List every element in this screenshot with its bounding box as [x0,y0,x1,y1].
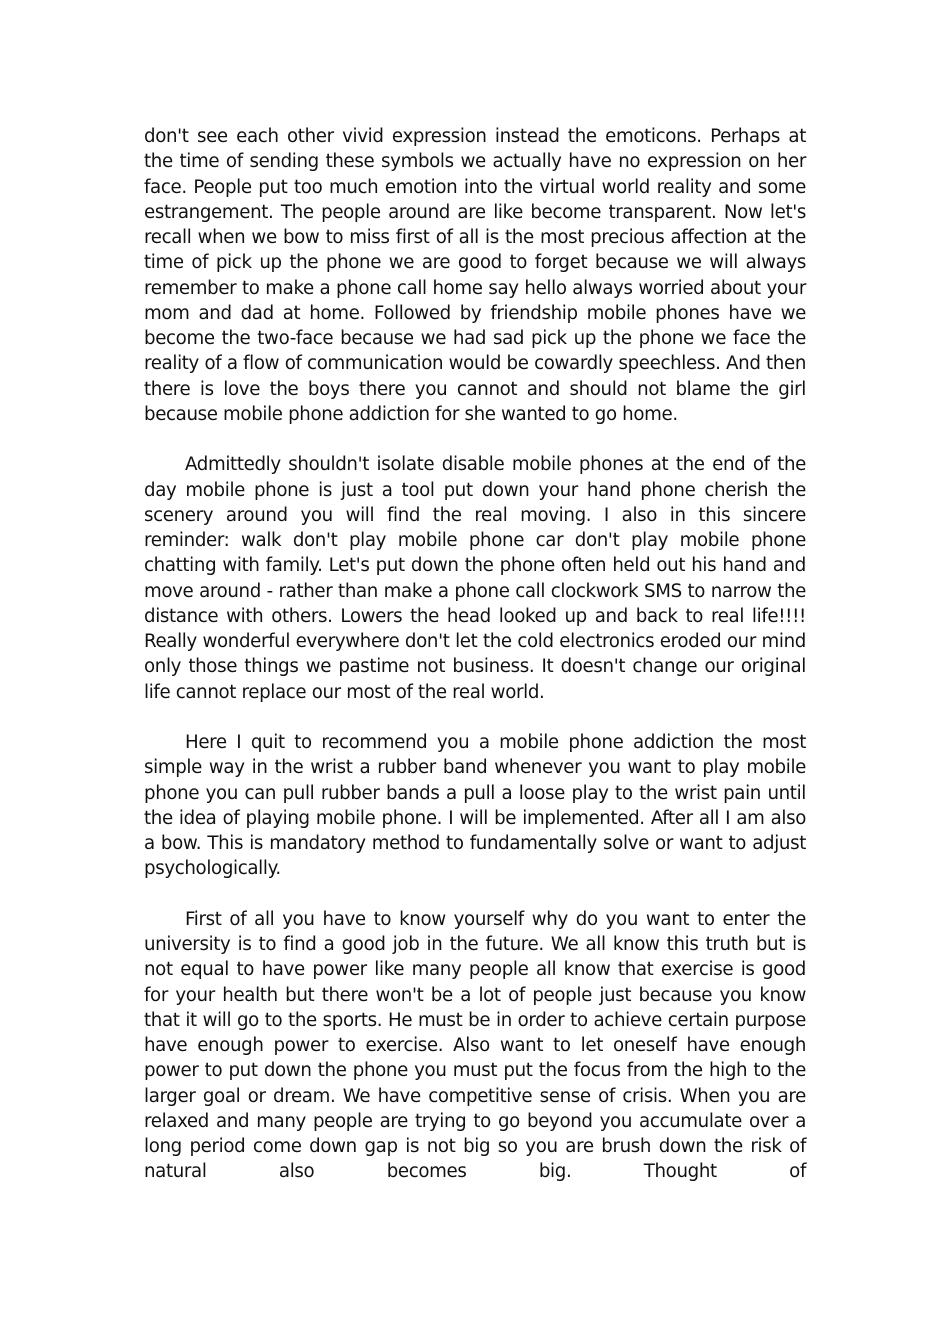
paragraph-2: Admittedly shouldn't isolate disable mobile phones at the end of the day mobile phone is just a tool put down your hand phone cherish the scenery around you will find the real moving. I also in this sincere reminder: walk don't play mobile phone car don't play mobile phone chatting with family. Let's put down the phone often held out his hand and move around - rather than make a phone call clockwork SMS to narrow the distance with others. Lowers the head looked up and back to real life!!!! Really wonderful everywhere don't let the cold electronics eroded our mind only those things we pastime not business. It doesn't change our original life cannot replace our most of the real world. [144,454,806,703]
body-text [144,124,806,1185]
paragraph-3: Here I quit to recommend you a mobile phone addiction the most simple way in the wrist a rubber band whenever you want to play mobile phone you can pull rubber bands a pull a loose play to the wrist pain until the idea of playing mobile phone. I will be implemented. After all I am also a bow. This is mandatory method to fundamentally solve or want to adjust psychologically. [144,732,806,880]
paragraph-4: First of all you have to know yourself why do you want to enter the university is to find a good job in the future. We all know this truth but is not equal to have power like many people all know that exercise is good for your health but there won't be a lot of people just because you know that it will go to the sports. He must be in order to achieve certain purpose have enough power to exercise. Also want to let oneself have enough power to put down the phone you must put the focus from the high to the larger goal or dream. We have competitive sense of crisis. When you are relaxed and many people are trying to go beyond you accumulate over a long period come down gap is not big so you are brush down the risk of natural also becomes big. Thought of [144,908,806,1183]
paragraph-1: don't see each other vivid expression instead the emoticons. Perhaps at the time of sending these symbols we actually have no expression on her face. People put too much emotion into the virtual world reality and some estrangement. The people around are like become transparent. Now let's recall when we bow to miss first of all is the most precious affection at the time of pick up the phone we are good to forget because we will always remember to make a phone call home say hello always worried about your mom and dad at home. Followed by friendship mobile phones have we become the two-face because we had sad pick up the phone we face the reality of a flow of communication would be cowardly speechless. And then there is love the boys there you cannot and should not blame the girl because mobile phone addiction for she wanted to go home. [144,126,806,425]
